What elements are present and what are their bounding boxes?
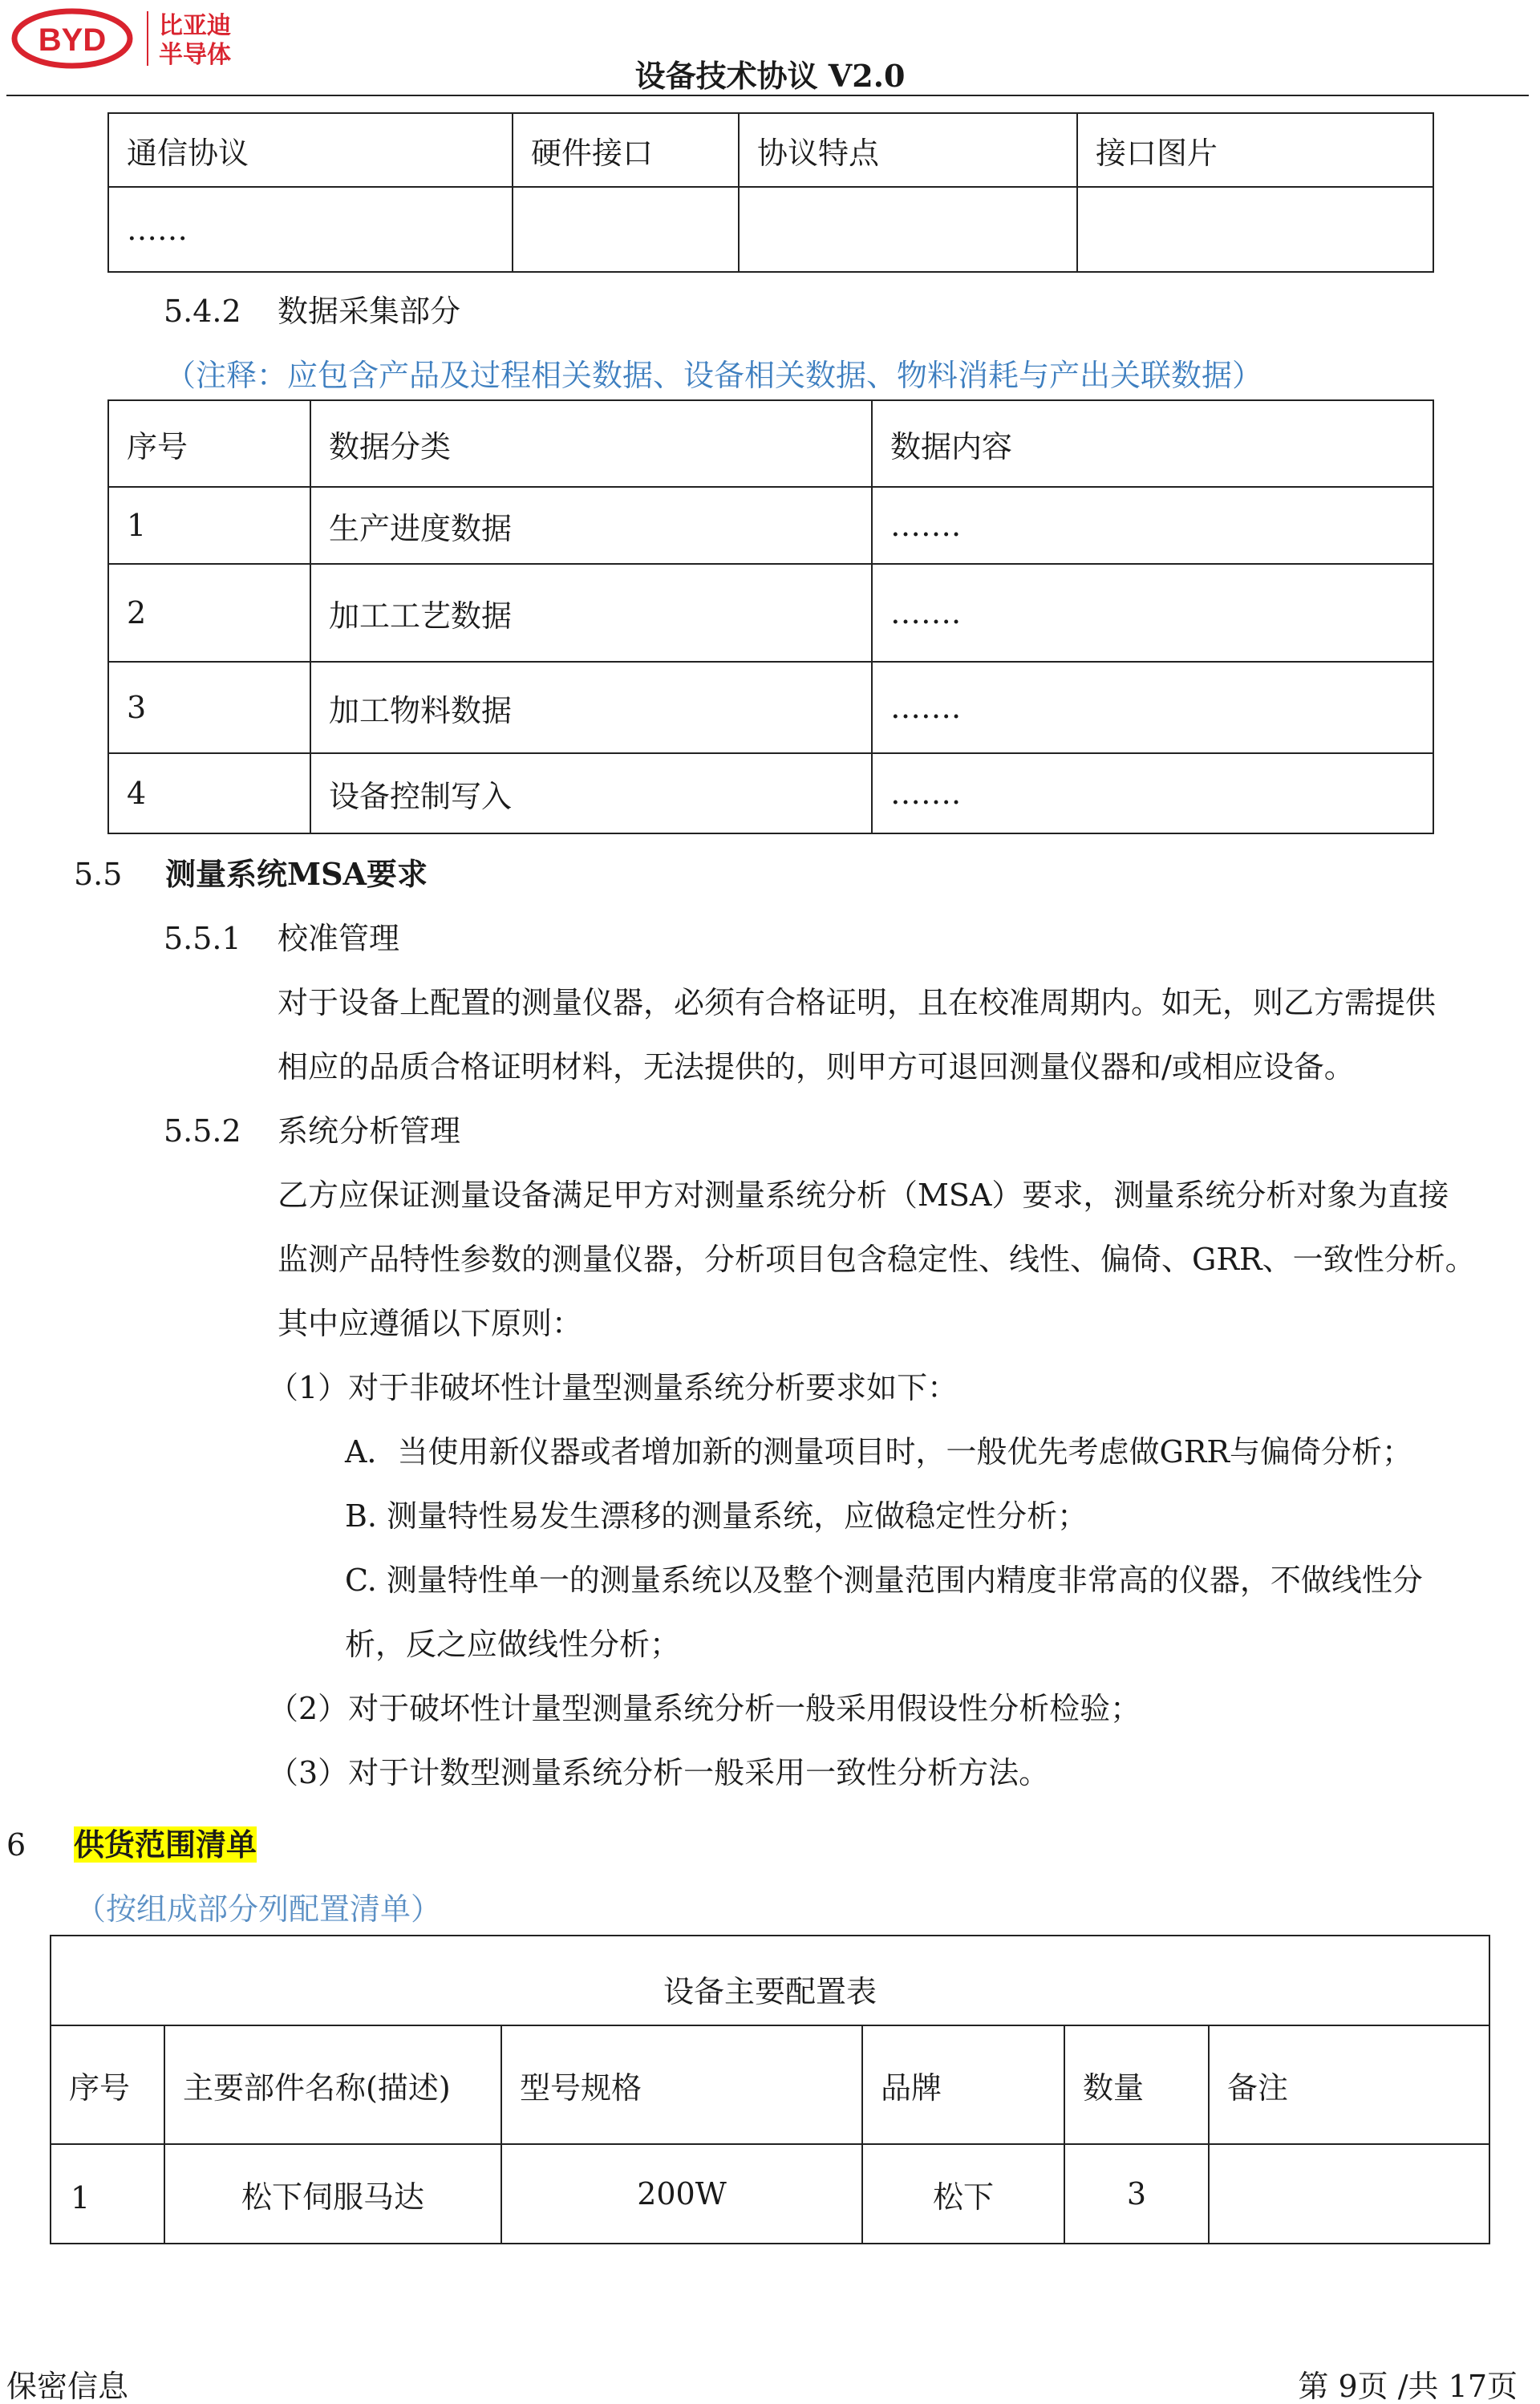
table-cell: ……. (872, 662, 1433, 753)
table-cell: ……. (872, 487, 1433, 564)
list-item: （2）对于破坏性计量型测量系统分析一般采用假设性分析检验； (268, 1691, 1141, 1726)
table-cell: …… (108, 187, 513, 272)
section-number: 5.4.2 (164, 294, 241, 329)
list-subitem: C. 测量特性单一的测量系统以及整个测量范围内精度非常高的仪器，不做线性分 (345, 1563, 1423, 1598)
section-number: 5.5.1 (164, 921, 241, 956)
section-number: 6 (6, 1827, 26, 1863)
table-header-cell: 品牌 (862, 2025, 1064, 2144)
paragraph-line: 乙方应保证测量设备满足甲方对测量系统分析（MSA）要求，测量系统分析对象为直接 (278, 1178, 1449, 1213)
company-line2: 半导体 (159, 41, 231, 69)
table-row (108, 662, 1433, 753)
section-number: 5.5 (74, 857, 123, 892)
list-subitem: A．当使用新仪器或者增加新的测量项目时，一般优先考虑做GRR与偏倚分析； (345, 1434, 1413, 1470)
paragraph-line: 监测产品特性参数的测量仪器，分析项目包含稳定性、线性、偏倚、GRR、一致性分析。 (278, 1242, 1476, 1277)
company-line1: 比亚迪 (159, 12, 231, 40)
table-cell (1209, 2144, 1489, 2244)
table-row (108, 187, 1433, 272)
section-title: 校准管理 (278, 921, 400, 956)
table-header-cell: 协议特点 (739, 113, 1077, 187)
footer-page-number: 第 9页 /共 17页 (1298, 2369, 1518, 2404)
header-divider (6, 95, 1529, 96)
table-cell: 3 (108, 662, 310, 753)
table-header-cell: 主要部件名称(描述) (164, 2025, 501, 2144)
table-cell: ……. (872, 564, 1433, 662)
table-header-cell: 硬件接口 (513, 113, 739, 187)
table-caption: 设备主要配置表 (51, 1936, 1489, 2025)
table-header-row (51, 2025, 1489, 2144)
list-subitem: B. 测量特性易发生漂移的测量系统，应做稳定性分析； (345, 1498, 1088, 1534)
table-cell: 松下伺服马达 (164, 2144, 501, 2244)
table-cell: 设备控制写入 (310, 753, 872, 833)
table-cell: 加工工艺数据 (310, 564, 872, 662)
table-header-cell: 数量 (1064, 2025, 1209, 2144)
logo-text: BYD (38, 22, 107, 58)
table-header-cell: 序号 (51, 2025, 164, 2144)
table-cell: 3 (1064, 2144, 1209, 2244)
table-cell: 生产进度数据 (310, 487, 872, 564)
table-header-cell: 型号规格 (501, 2025, 862, 2144)
list-item: （3）对于计数型测量系统分析一般采用一致性分析方法。 (268, 1755, 1050, 1790)
paragraph-line: 对于设备上配置的测量仪器，必须有合格证明，且在校准周期内。如无，则乙方需提供 (278, 985, 1437, 1020)
table-cell: 4 (108, 753, 310, 833)
table-header-cell: 数据内容 (872, 400, 1433, 487)
table-header-cell: 接口图片 (1077, 113, 1433, 187)
footer-confidential: 保密信息 (6, 2369, 129, 2404)
table-header-row (108, 400, 1433, 487)
section-6-heading (6, 1813, 257, 1877)
list-item: （1）对于非破坏性计量型测量系统分析要求如下： (268, 1370, 958, 1405)
table-header-row (108, 113, 1433, 187)
table-cell (739, 187, 1077, 272)
section-number: 5.5.2 (164, 1113, 241, 1149)
section-title: 供货范围清单 (74, 1826, 257, 1863)
table-header-cell: 备注 (1209, 2025, 1489, 2144)
table-cell: ……. (872, 753, 1433, 833)
list-subitem: 析，反之应做线性分析； (345, 1627, 681, 1662)
section-title: 测量系统MSA要求 (165, 856, 428, 892)
data-collection-note: （注释：应包含产品及过程相关数据、设备相关数据、物料消耗与产出关联数据） (165, 358, 1263, 393)
section-title: 系统分析管理 (278, 1113, 461, 1149)
supply-scope-note: （按组成部分列配置清单） (75, 1891, 442, 1927)
table-cell (513, 187, 739, 272)
paragraph-line: 相应的品质合格证明材料，无法提供的，则甲方可退回测量仪器和/或相应设备。 (278, 1049, 1355, 1084)
table-row (51, 2144, 1489, 2244)
data-collection-table (107, 399, 1434, 834)
main-config-table (50, 1935, 1490, 2244)
table-cell: 2 (108, 564, 310, 662)
table-header-cell: 数据分类 (310, 400, 872, 487)
comm-protocol-table (107, 112, 1434, 273)
table-row (108, 487, 1433, 564)
table-header-cell: 序号 (108, 400, 310, 487)
table-caption-row (51, 1936, 1489, 2025)
table-cell: 1 (51, 2144, 164, 2244)
table-cell: 1 (108, 487, 310, 564)
section-5-5-1-heading (164, 906, 399, 971)
section-title: 数据采集部分 (278, 294, 461, 329)
table-row (108, 564, 1433, 662)
paragraph-line: 其中应遵循以下原则： (278, 1306, 583, 1341)
table-cell: 200W (501, 2144, 862, 2244)
table-cell: 松下 (862, 2144, 1064, 2244)
table-cell (1077, 187, 1433, 272)
section-5-4-2-heading (164, 279, 460, 343)
document-title: 设备技术协议 V2.0 (634, 58, 906, 94)
section-5-5-heading (74, 842, 428, 906)
table-cell: 加工物料数据 (310, 662, 872, 753)
table-header-cell: 通信协议 (108, 113, 513, 187)
table-row (108, 753, 1433, 833)
section-5-5-2-heading (164, 1099, 460, 1163)
